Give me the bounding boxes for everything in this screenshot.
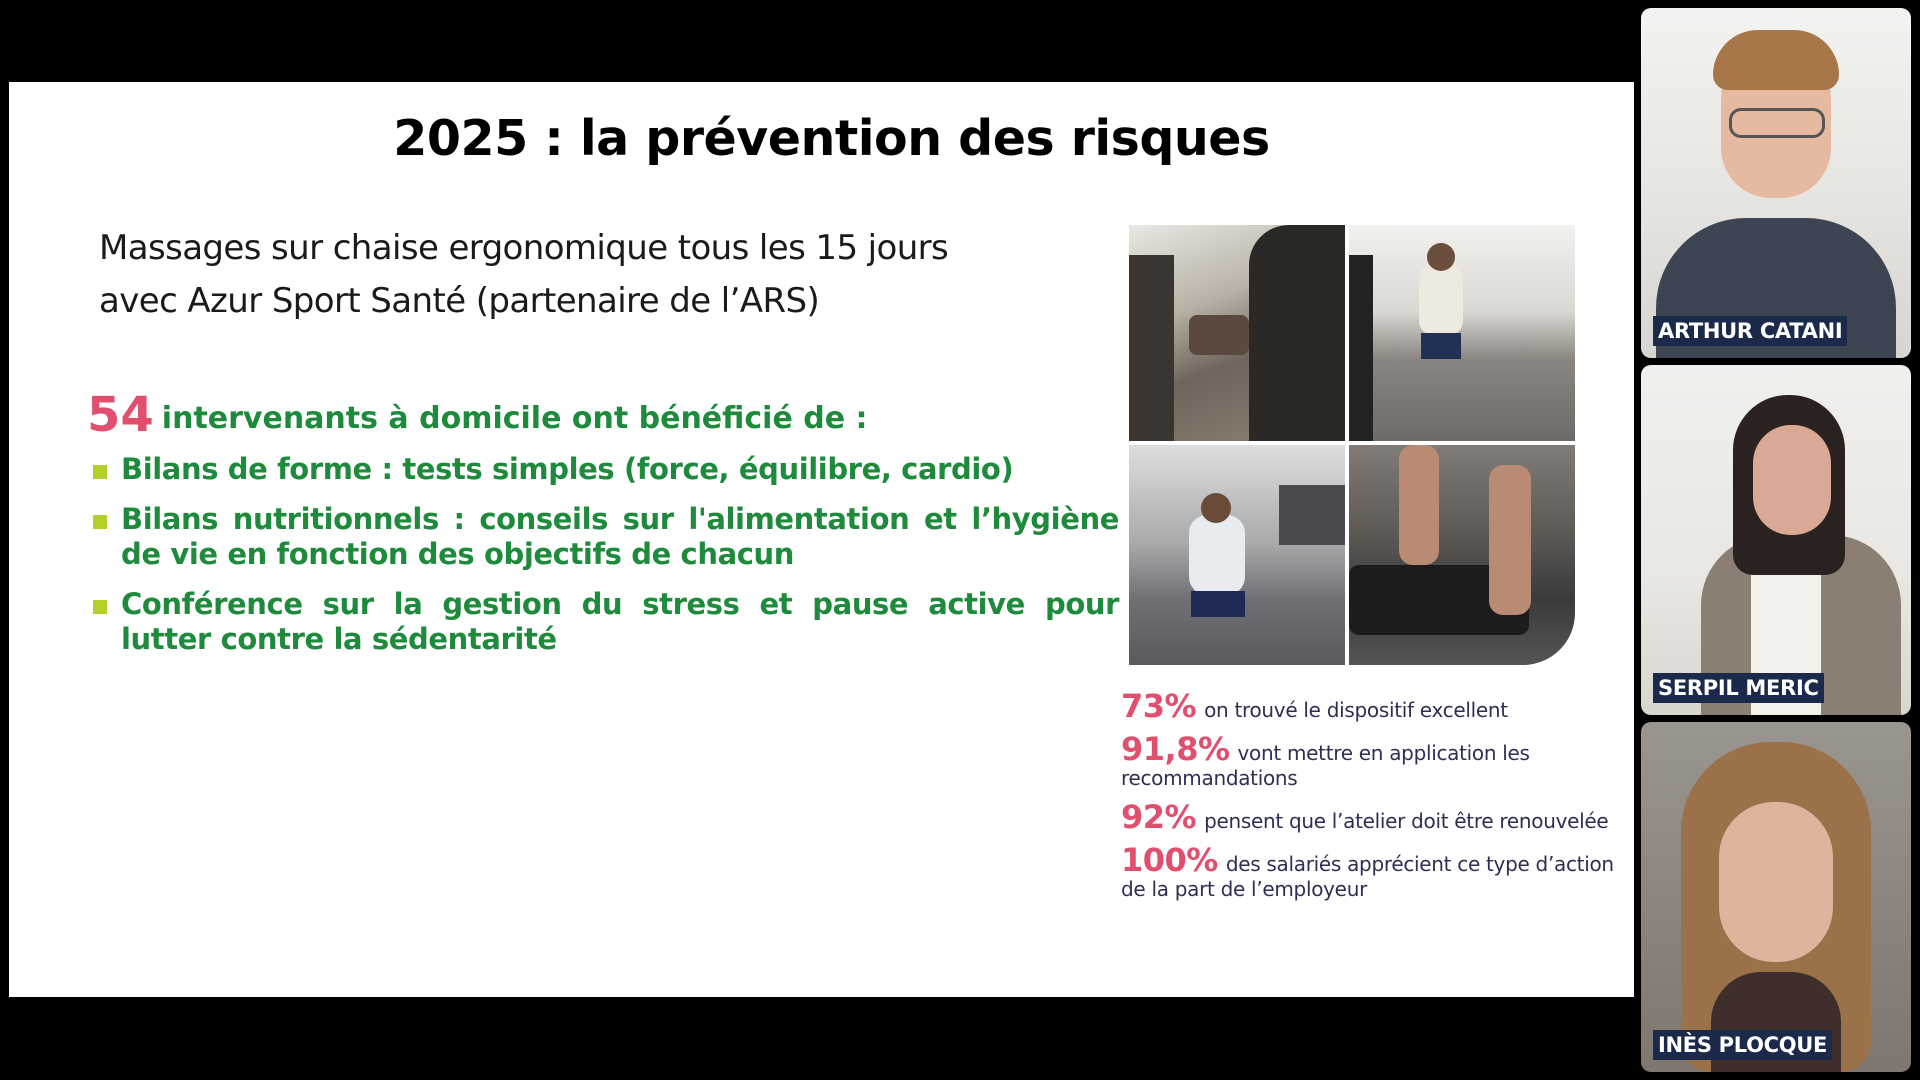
- subtitle-line-1: Massages sur chaise ergonomique tous les 15 jours: [99, 228, 949, 268]
- photo-squat-exercise: [1129, 445, 1345, 665]
- stat-item: [1121, 730, 1626, 791]
- bullet-item: [93, 452, 1119, 487]
- stat-text: pensent que l’atelier doit être renouvelée: [1204, 809, 1609, 833]
- stat-text: vont mettre en application les recommandations: [1121, 741, 1530, 790]
- stat-percentage: 73%: [1121, 687, 1197, 725]
- bullet-square-icon: [93, 515, 107, 529]
- subtitle-line-2: avec Azur Sport Santé (partenaire de l’ARS): [99, 281, 820, 321]
- bullet-text: Bilans nutritionnels : conseils sur l'alimentation et l’hygiène de vie en fonction des objectifs de chacun: [121, 502, 1119, 571]
- stat-item: [1121, 841, 1626, 902]
- stats-list: [1121, 687, 1626, 916]
- photo-balance-exercise: [1349, 225, 1575, 441]
- bullet-square-icon: [93, 465, 107, 479]
- stat-text: on trouvé le dispositif excellent: [1204, 698, 1508, 722]
- participant-tile-serpil[interactable]: [1641, 365, 1911, 715]
- stat-text: des salariés apprécient ce type d’action de la part de l’employeur: [1121, 852, 1614, 901]
- bullet-item: [93, 502, 1119, 572]
- participant-name-tag: INÈS PLOCQUE: [1653, 1030, 1832, 1060]
- bullet-list: [93, 452, 1119, 672]
- stat-percentage: 92%: [1121, 798, 1197, 836]
- bullet-text: Bilans de forme : tests simples (force, équilibre, cardio): [121, 452, 1014, 486]
- bullet-square-icon: [93, 600, 107, 614]
- highlight-line: [87, 387, 1107, 443]
- stat-percentage: 91,8%: [1121, 730, 1230, 768]
- stat-item: [1121, 687, 1626, 725]
- slide-subtitle: [99, 222, 1099, 328]
- participant-video-icon: [1641, 722, 1911, 1072]
- participant-tile-arthur[interactable]: [1641, 8, 1911, 358]
- slide-title: 2025 : la prévention des risques: [393, 110, 1270, 167]
- photo-step-exercise: [1349, 445, 1575, 665]
- highlight-number: 54: [87, 387, 154, 443]
- participant-tile-ines[interactable]: [1641, 722, 1911, 1072]
- bullet-text: Conférence sur la gestion du stress et pause active pour lutter contre la sédentarité: [121, 587, 1119, 656]
- presentation-slide: [9, 82, 1634, 997]
- participant-video-icon: [1641, 8, 1911, 358]
- stat-percentage: 100%: [1121, 841, 1218, 879]
- participant-video-icon: [1641, 365, 1911, 715]
- participant-name-tag: SERPIL MERIC: [1653, 673, 1824, 703]
- bullet-item: [93, 587, 1119, 657]
- highlight-text: intervenants à domicile ont bénéficié de :: [161, 401, 868, 436]
- participant-name-tag: ARTHUR CATANI: [1653, 316, 1847, 346]
- photo-weights-exercise: [1129, 225, 1345, 441]
- stat-item: [1121, 798, 1626, 836]
- photo-collage: [1129, 225, 1575, 665]
